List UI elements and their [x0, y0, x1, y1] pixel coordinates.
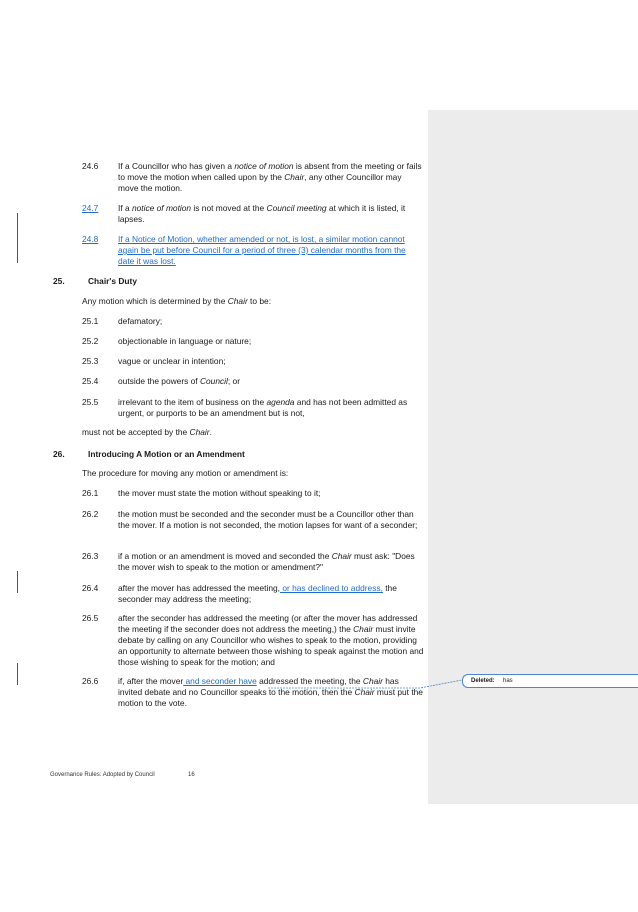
clause-number: 26.3 — [82, 551, 99, 561]
clause-text: if, after the mover and seconder have addressed the meeting, the Chair has invited debate and no Councillor speaks to the motion, then the Chair must put the motion to the vote. — [118, 676, 423, 708]
inserted-text: or has declined to address, — [280, 583, 383, 593]
clause-number: 24.7 — [82, 203, 99, 213]
clause-number: 26.5 — [82, 613, 99, 623]
clause-number: 24.8 — [82, 234, 99, 244]
clause-text: after the mover has addressed the meeting, or has declined to address, the seconder may address the meeting; — [118, 583, 397, 604]
clause-text-inserted: If a Notice of Motion, whether amended or not, is lost, a similar motion cannot again be put before Council for a period of three (3) calendar months from the date it was lost. — [118, 234, 406, 266]
clause-number: 26.2 — [82, 509, 99, 519]
revision-label: Deleted: — [471, 678, 495, 684]
section-intro: Any motion which is determined by the Chair to be: — [82, 296, 272, 306]
clause-text: irrelevant to the item of business on the agenda and has not been admitted as urgent, or purports to be an amendment but is not, — [118, 397, 408, 418]
section-number: 26. — [53, 449, 65, 459]
section-number: 25. — [53, 276, 65, 286]
clause-text: the motion must be seconded and the seconder must be a Councillor other than the mover. If a motion is not seconded, the motion lapses for want of a seconder; — [118, 509, 418, 530]
clause-number: 24.6 — [82, 161, 99, 171]
clause-text: after the seconder has addressed the meeting (or after the mover has addressed the meeting if the seconder does not address the meeting,) the Chair must invite debate by calling on any Councillor who wishes to speak to the motion, providing an opportunity to alternate between those wishing to speak against the motion and those wishing to speak for the motion; and — [118, 613, 424, 667]
clause-number: 26.1 — [82, 488, 99, 498]
section-closing: must not be accepted by the Chair. — [82, 427, 212, 437]
section-title: Chair's Duty — [88, 276, 137, 286]
section-intro: The procedure for moving any motion or amendment is: — [82, 468, 289, 478]
clause-number: 25.5 — [82, 397, 99, 407]
revision-value: has — [503, 678, 513, 684]
clause-text: vague or unclear in intention; — [118, 356, 226, 366]
clause-number: 25.1 — [82, 316, 99, 326]
clause-text: defamatory; — [118, 316, 163, 326]
clause-number: 25.2 — [82, 336, 99, 346]
clause-text: If a Councillor who has given a notice of motion is absent from the meeting or fails to move the motion when called upon by the Chair, any other Councillor may move the motion. — [118, 161, 422, 193]
page-number: 16 — [188, 772, 195, 778]
clause-number: 25.3 — [82, 356, 99, 366]
footer-text: Governance Rules: Adopted by Council — [50, 772, 155, 778]
clause-text: outside the powers of Council; or — [118, 376, 240, 386]
clause-text: objectionable in language or nature; — [118, 336, 252, 346]
clause-number: 26.4 — [82, 583, 99, 593]
clause-number: 25.4 — [82, 376, 99, 386]
clause-number: 26.6 — [82, 676, 99, 686]
clause-text: the mover must state the motion without speaking to it; — [118, 488, 321, 498]
clause-text: if a motion or an amendment is moved and seconded the Chair must ask: "Does the mover wish to speak to the motion or amendment?" — [118, 551, 415, 572]
section-title: Introducing A Motion or an Amendment — [88, 449, 245, 459]
revision-balloon[interactable] — [462, 674, 638, 688]
clause-text: If a notice of motion is not moved at the Council meeting at which it is listed, it lapses. — [118, 203, 406, 224]
inserted-text: and seconder have — [183, 676, 257, 686]
